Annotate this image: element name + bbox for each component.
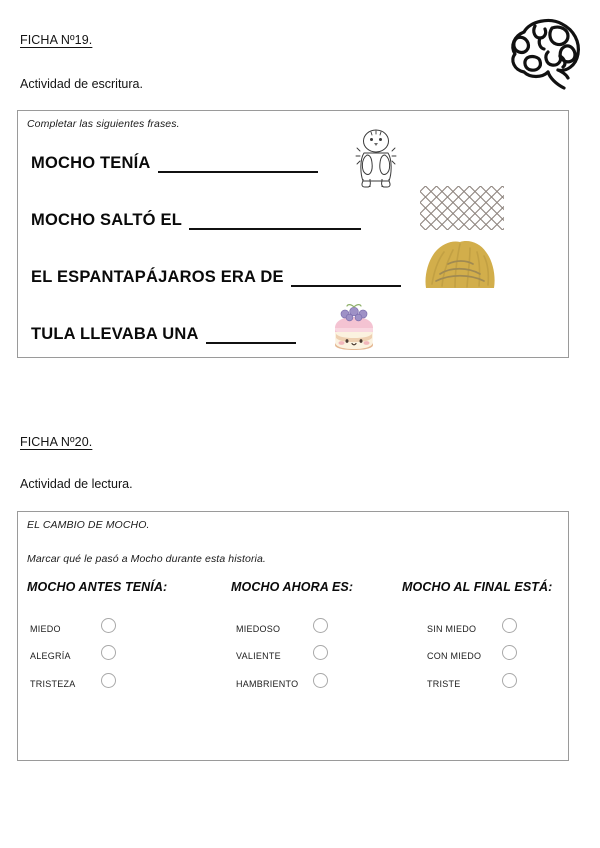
mesh-fence-image xyxy=(420,186,504,230)
sentence-row xyxy=(31,325,296,344)
option-label: MIEDO xyxy=(30,624,61,634)
brain-icon xyxy=(504,12,590,90)
writing-instruction: Completar las siguientes frases. xyxy=(27,118,180,130)
option-label: MIEDOSO xyxy=(236,624,281,634)
owl-character-image xyxy=(355,127,397,189)
sentence-row xyxy=(31,211,361,230)
sentence-text: MOCHO TENÍA xyxy=(31,154,151,172)
answer-blank[interactable] xyxy=(158,158,318,173)
option-radio[interactable] xyxy=(101,645,116,660)
sentence-row xyxy=(31,154,318,173)
story-title: EL CAMBIO DE MOCHO. xyxy=(27,519,150,531)
option-radio[interactable] xyxy=(502,618,517,633)
writing-activity-box xyxy=(17,110,569,358)
answer-blank[interactable] xyxy=(291,272,401,287)
column-heading-before: MOCHO ANTES TENÍA: xyxy=(27,580,168,594)
option-radio[interactable] xyxy=(313,618,328,633)
sentence-text: TULA LLEVABA UNA xyxy=(31,325,199,343)
ficha-20-activity-label: Actividad de lectura. xyxy=(20,477,133,491)
option-label: ALEGRÍA xyxy=(30,651,71,661)
option-radio[interactable] xyxy=(101,618,116,633)
option-radio[interactable] xyxy=(502,645,517,660)
ficha-19-title: FICHA Nº19. xyxy=(20,33,93,47)
option-radio[interactable] xyxy=(101,673,116,688)
column-heading-now: MOCHO AHORA ES: xyxy=(231,580,354,594)
option-radio[interactable] xyxy=(313,673,328,688)
answer-blank[interactable] xyxy=(206,329,296,344)
sentence-row xyxy=(31,268,401,287)
column-heading-final: MOCHO AL FINAL ESTÁ: xyxy=(402,580,553,594)
cake-image xyxy=(327,298,381,352)
option-radio[interactable] xyxy=(502,673,517,688)
option-label: SIN MIEDO xyxy=(427,624,477,634)
hay-bale-image xyxy=(422,238,498,290)
option-label: TRISTE xyxy=(427,679,461,689)
reading-instruction: Marcar qué le pasó a Mocho durante esta historia. xyxy=(27,553,266,565)
reading-activity-box xyxy=(17,511,569,761)
option-radio[interactable] xyxy=(313,645,328,660)
sentence-text: MOCHO SALTÓ EL xyxy=(31,211,182,229)
ficha-20-title: FICHA Nº20. xyxy=(20,435,93,449)
option-label: HAMBRIENTO xyxy=(236,679,299,689)
answer-blank[interactable] xyxy=(189,215,361,230)
option-label: TRISTEZA xyxy=(30,679,76,689)
option-label: VALIENTE xyxy=(236,651,281,661)
ficha-19-activity-label: Actividad de escritura. xyxy=(20,77,143,91)
sentence-text: EL ESPANTAPÁJAROS ERA DE xyxy=(31,268,284,286)
option-label: CON MIEDO xyxy=(427,651,482,661)
